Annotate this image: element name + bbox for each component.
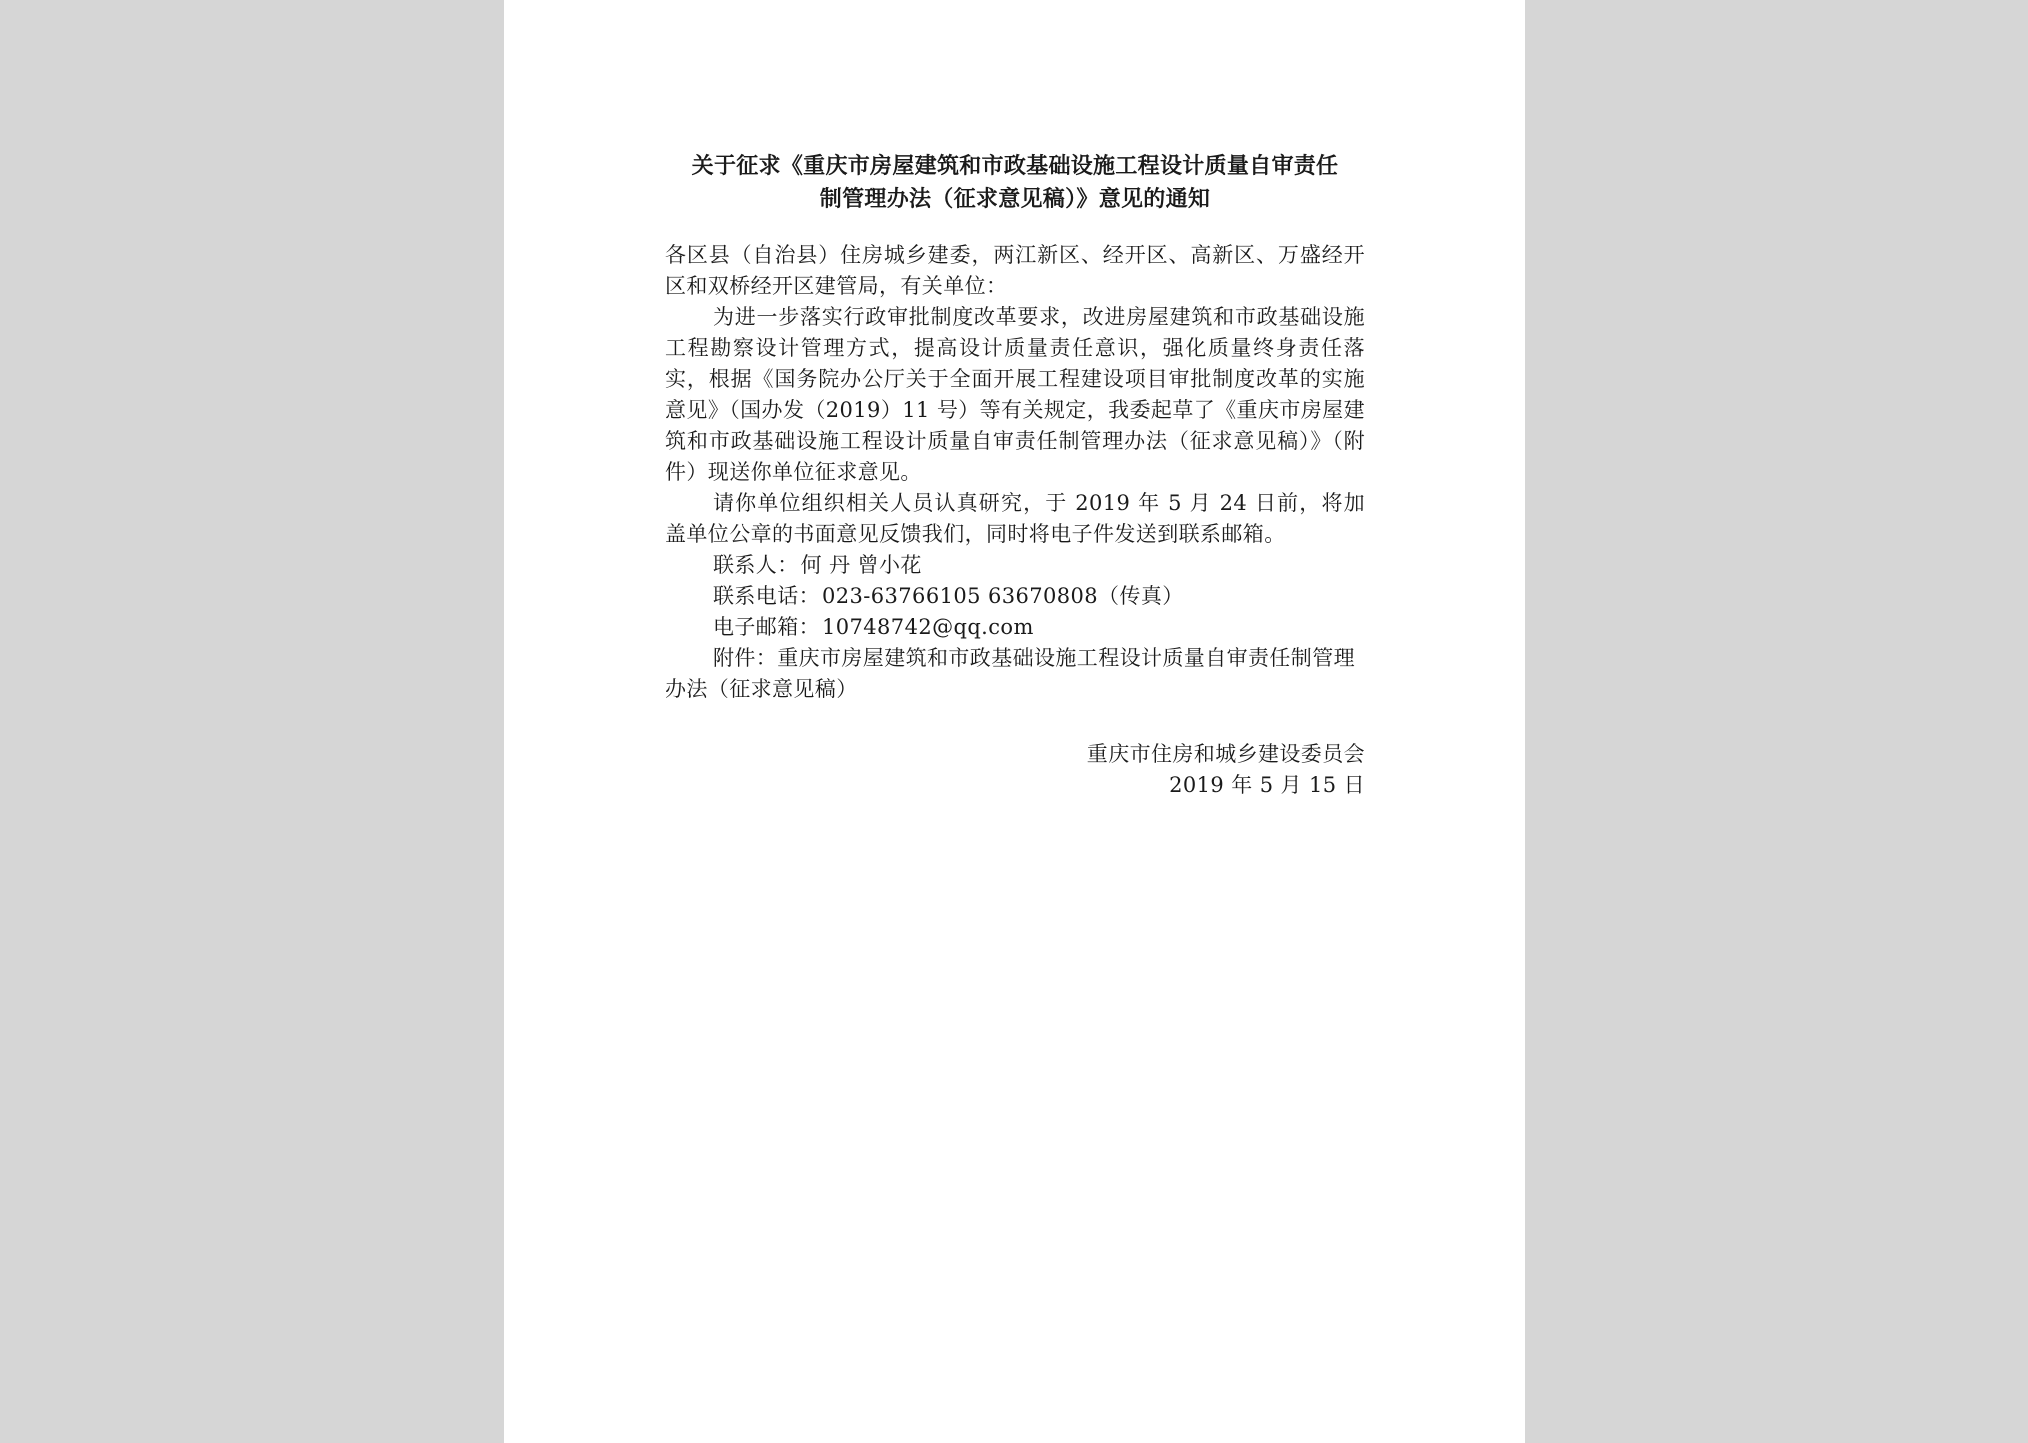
contact-person-value: 何 丹 曾小花 [800, 553, 922, 577]
title-line-2: 制管理办法（征求意见稿）》意见的通知 [819, 186, 1211, 212]
signature-date: 2019 年 5 月 15 日 [1169, 773, 1365, 797]
contact-email-value: 10748742@qq.com [822, 615, 1034, 639]
contact-phone-value: 023-63766105 63670808（传真） [822, 584, 1184, 608]
body-paragraph-1: 为进一步落实行政审批制度改革要求，改进房屋建筑和市政基础设施工程勘察设计管理方式，提高设计质量责任意识，强化质量终身责任落实，根据《国务院办公厅关于全面开展工程建设项目审批制度改革的实施意见》（国办发（2019）11 号）等有关规定，我委起草了《重庆市房屋建筑和市政基础设施工程设计质量自审责任制管理办法（征求意见稿）》（附件）现送你单位征求意见。 [665, 305, 1365, 484]
contact-phone-label: 联系电话： [713, 584, 820, 608]
contact-person-line [665, 550, 1365, 581]
document-page [504, 0, 1525, 1443]
signature-organization: 重庆市住房和城乡建设委员会 [1086, 742, 1365, 766]
contact-email-label: 电子邮箱： [713, 615, 820, 639]
contact-person-label: 联系人： [713, 553, 799, 577]
document-content [665, 150, 1365, 801]
contact-phone-line [665, 581, 1365, 612]
body-paragraph-2: 请你单位组织相关人员认真研究，于 2019 年 5 月 24 日前，将加盖单位公章的书面意见反馈我们，同时将电子件发送到联系邮箱。 [665, 491, 1365, 546]
contact-email-line [665, 612, 1365, 643]
salutation: 各区县（自治县）住房城乡建委，两江新区、经开区、高新区、万盛经开区和双桥经开区建管局，有关单位： [665, 243, 1365, 298]
document-title [665, 150, 1365, 216]
signature-block [665, 739, 1365, 801]
attachment-line: 附件：重庆市房屋建筑和市政基础设施工程设计质量自审责任制管理办法（征求意见稿） [665, 646, 1355, 701]
title-line-1: 关于征求《重庆市房屋建筑和市政基础设施工程设计质量自审责任 [691, 153, 1339, 179]
